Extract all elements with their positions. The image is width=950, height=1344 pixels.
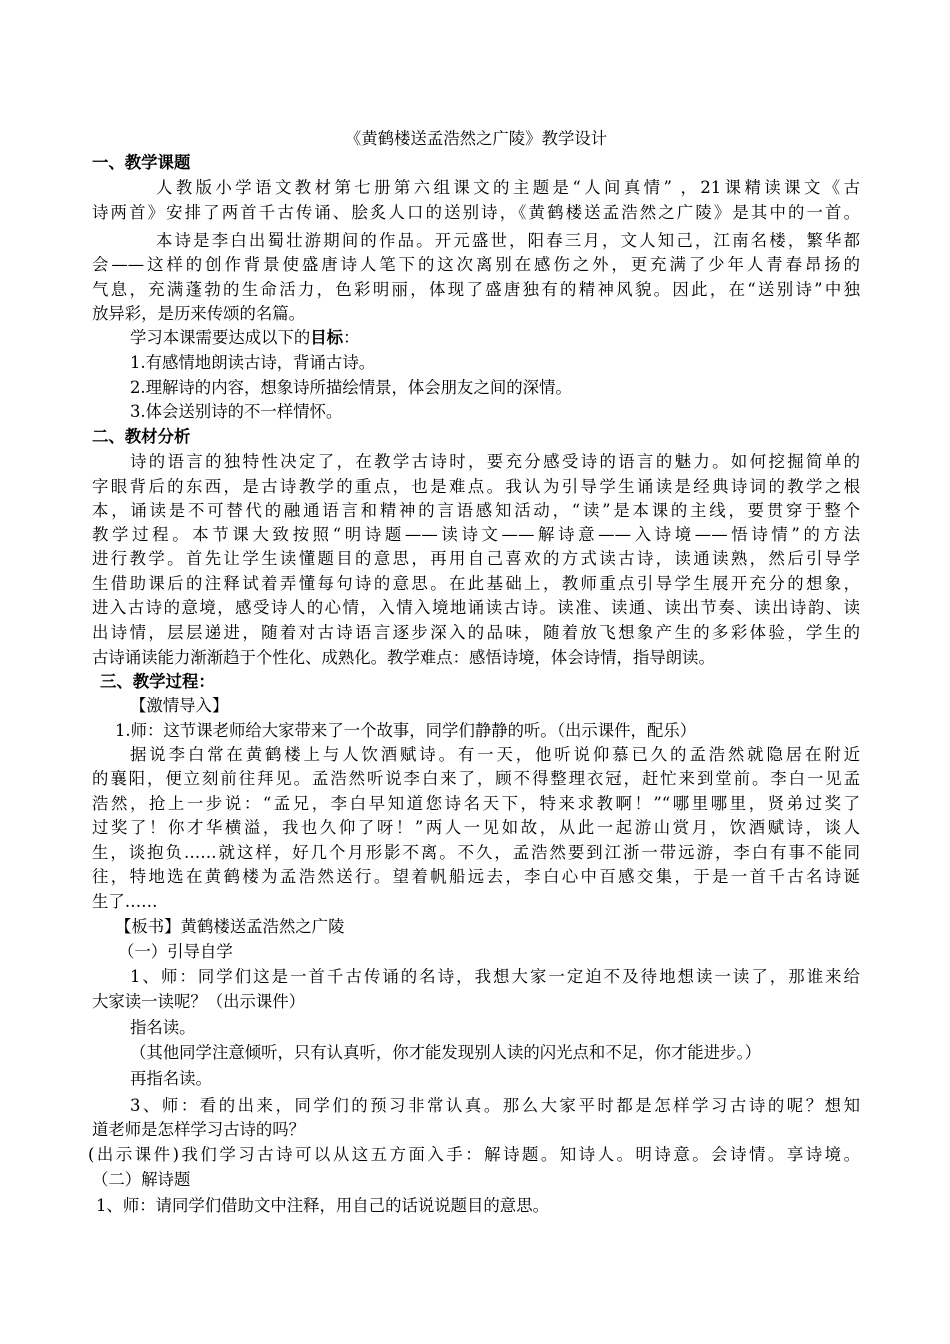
story-line: 浩然，抢上一步说：“孟兄，李白早知道您诗名天下，特来求教啊！”“哪里哪里，贤弟过奖了 bbox=[92, 794, 860, 813]
paragraph-line: 诗两首》安排了两首千古传诵、脍炙人口的送别诗，《黄鹤楼送孟浩然之广陵》是其中的一首。 bbox=[92, 203, 860, 222]
goals-intro-text: 学习本课需要达成以下的 bbox=[130, 328, 311, 347]
story-line: 往，特地选在黄鹤楼为孟浩然送行。望着帆船远去，李白心中百感交集，于是一首千古名诗诞 bbox=[92, 867, 860, 886]
story-line: 的襄阳，便立刻前往拜见。孟浩然听说李白来了，顾不得整理衣冠，赶忙来到堂前。李白一见孟 bbox=[92, 769, 860, 788]
subheading-title-analysis: （二）解诗题 bbox=[92, 1170, 191, 1189]
paragraph-line: 字眼背后的东西，是古诗教学的重点，也是难点。我认为引导学生诵读是经典诗词的教学之根 bbox=[92, 477, 860, 496]
question-line: 道老师是怎样学习古诗的吗？ bbox=[92, 1120, 306, 1139]
paragraph-line: 诗的语言的独特性决定了，在教学古诗时，要充分感受诗的语言的魅力。如何挖掘简单的 bbox=[130, 452, 860, 471]
teacher-line: 1.师：这节课老师给大家带来了一个故事，同学们静静的听。（出示课件，配乐） bbox=[115, 721, 697, 740]
question-line: (出示课件)我们学习古诗可以从这五方面入手：解诗题。知诗人。明诗意。会诗情。享诗境。 bbox=[88, 1145, 860, 1164]
story-line: 据说李白常在黄鹤楼上与人饮酒赋诗。有一天，他听说仰慕已久的孟浩然就隐居在附近 bbox=[130, 745, 860, 764]
paragraph-line: 进入古诗的意境，感受诗人的心情，入情入境地诵读古诗。读准、读通、读出节奏、读出诗韵、读 bbox=[92, 598, 860, 617]
subheading-self-study: （一）引导自学 bbox=[118, 942, 233, 961]
paragraph-line: 教学过程。本节课大致按照“明诗题——读诗文——解诗意——入诗境——悟诗情”的方法 bbox=[92, 525, 860, 544]
paragraph-line: 本，诵读是不可替代的融通语言和精神的言语感知活动，“读”是本课的主线，要贯穿于整个 bbox=[92, 501, 860, 520]
story-line: 生，谈抱负……就这样，好几个月形影不离。不久，孟浩然要到江浙一带远游，李白有事不能同 bbox=[92, 843, 860, 862]
instruction-line: 指名读。 bbox=[130, 1018, 196, 1037]
intro-label: 【激情导入】 bbox=[130, 696, 229, 715]
question-line: 1、师：同学们这是一首千古传诵的名诗，我想大家一定迫不及待地想读一读了，那谁来给 bbox=[130, 967, 860, 986]
paragraph-line: 古诗诵读能力渐渐趋于个性化、成熟化。教学难点：感悟诗境，体会诗情，指导朗读。 bbox=[92, 648, 715, 667]
goal-item: 2.理解诗的内容，想象诗所描绘情景，体会朋友之间的深情。 bbox=[130, 378, 572, 397]
paragraph-line: 生借助课后的注释试着弄懂每句诗的意思。在此基础上，教师重点引导学生展开充分的想象， bbox=[92, 574, 860, 593]
section-heading-analysis: 二、教材分析 bbox=[92, 427, 191, 446]
paragraph-line: 气息，充满蓬勃的生命活力，色彩明丽，体现了盛唐独有的精神风貌。因此，在“送别诗”中独 bbox=[92, 280, 860, 299]
goal-item: 1.有感情地朗读古诗，背诵古诗。 bbox=[130, 353, 376, 372]
paragraph-line: 人教版小学语文教材第七册第六组课文的主题是“人间真情” ，21课精读课文《古 bbox=[156, 178, 860, 197]
section-heading-process: 三、教学过程： bbox=[100, 672, 215, 691]
goals-intro bbox=[130, 326, 898, 350]
document-title: 《黄鹤楼送孟浩然之广陵》教学设计 bbox=[344, 129, 608, 148]
goals-keyword: 目标 bbox=[310, 328, 344, 347]
instruction-line: 再指名读。 bbox=[130, 1069, 212, 1088]
paragraph-line: 会——这样的创作背景使盛唐诗人笔下的这次离别在感伤之外，更充满了少年人青春昂扬的 bbox=[92, 255, 860, 274]
goals-colon: ： bbox=[343, 328, 360, 347]
story-line: 生了…… bbox=[92, 892, 158, 911]
story-line: 过奖了！你才华横溢，我也久仰了呀！”两人一见如故，从此一起游山赏月，饮酒赋诗，谈人 bbox=[92, 818, 860, 837]
paragraph-line: 出诗情，层层递进，随着对古诗语言逐步深入的品味，随着放飞想象产生的多彩体验，学生的 bbox=[92, 623, 860, 642]
board-note: 【板书】黄鹤楼送孟浩然之广陵 bbox=[115, 917, 345, 936]
instruction-note: （其他同学注意倾听，只有认真听，你才能发现别人读的闪光点和不足，你才能进步。） bbox=[130, 1043, 762, 1062]
paragraph-line: 放异彩，是历来传颂的名篇。 bbox=[92, 304, 306, 323]
question-line: 3、师：看的出来，同学们的预习非常认真。那么大家平时都是怎样学习古诗的呢？想知 bbox=[130, 1096, 860, 1115]
paragraph-line: 本诗是李白出蜀壮游期间的作品。开元盛世，阳春三月，文人知己，江南名楼，繁华都 bbox=[156, 231, 860, 250]
goal-item: 3.体会送别诗的不一样情怀。 bbox=[130, 402, 343, 421]
question-line: 大家读一读呢？（出示课件） bbox=[92, 992, 306, 1011]
section-heading-topic: 一、教学课题 bbox=[92, 153, 191, 172]
paragraph-line: 进行教学。首先让学生读懂题目的意思，再用自己喜欢的方式读古诗，读通读熟，然后引导学 bbox=[92, 549, 860, 568]
question-line: 1、师：请同学们借助文中注释，用自己的话说说题目的意思。 bbox=[96, 1196, 549, 1215]
